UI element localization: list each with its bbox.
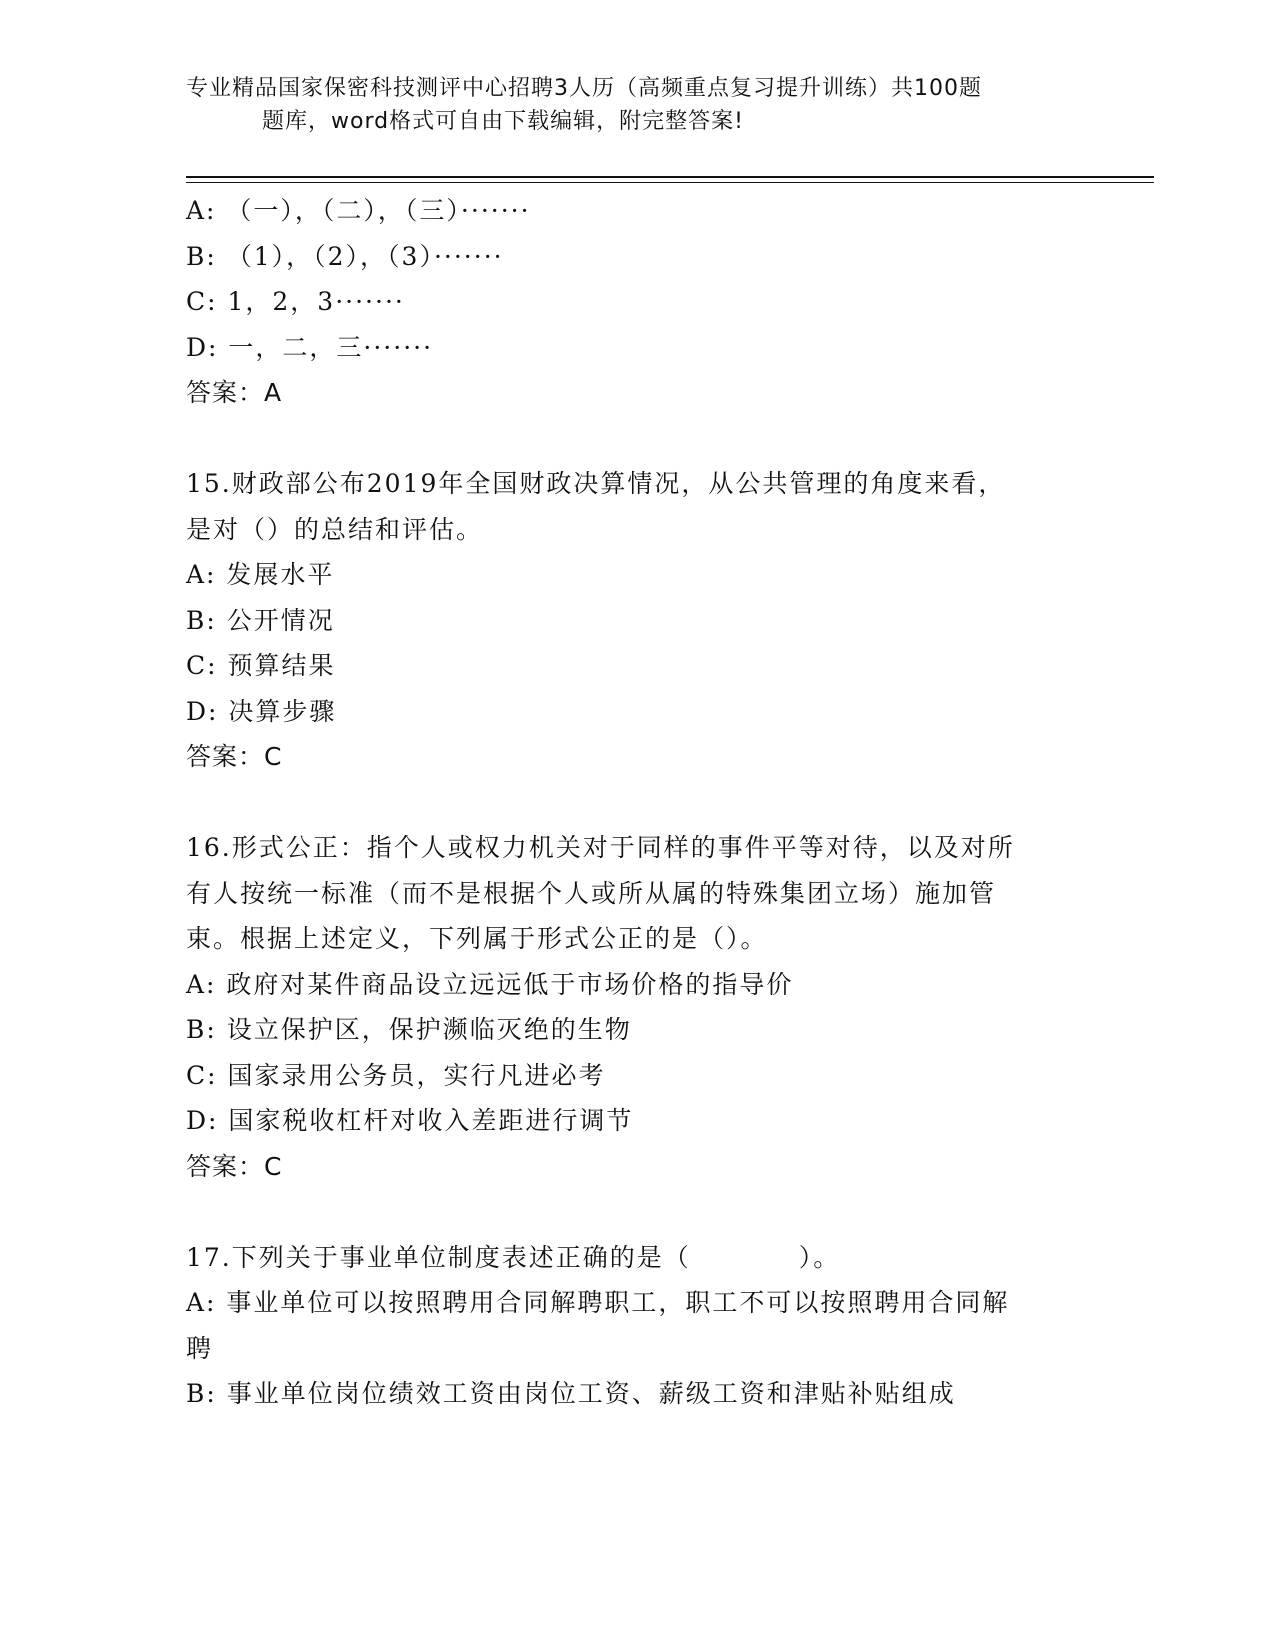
option-b: B: （1），（2），（3）······· [186, 241, 504, 271]
spacer [186, 416, 1086, 462]
spacer [186, 780, 1086, 826]
option-a: A: 发展水平 [186, 560, 335, 589]
question-text-line-3: 束。根据上述定义，下列属于形式公正的是（）。 [186, 924, 768, 953]
option-c: C: 预算结果 [186, 651, 336, 680]
option-a-line-1: A: 事业单位可以按照聘用合同解聘职工，职工不可以按照聘用合同解 [186, 1288, 1010, 1317]
question-text-line-2: 是对（）的总结和评估。 [186, 514, 484, 544]
header-title-line-1: 专业精品国家保密科技测评中心招聘3人历（高频重点复习提升训练）共100题 [186, 76, 982, 101]
question-text: 17.下列关于事业单位制度表述正确的是（ ）。 [186, 1242, 841, 1272]
option-a: A: 政府对某件商品设立远远低于市场价格的指导价 [186, 969, 794, 999]
option-d: D: 决算步骤 [186, 696, 337, 726]
answer-label: 答案：C [186, 742, 283, 771]
question-14 [186, 188, 1086, 416]
option-a: A: （一），（二），（三）······· [186, 196, 531, 225]
option-d: D: 国家税收杠杆对收入差距进行调节 [186, 1106, 634, 1135]
option-b: B: 事业单位岗位绩效工资由岗位工资、薪级工资和津贴补贴组成 [186, 1379, 956, 1408]
question-content [186, 188, 1086, 1417]
question-17 [186, 1235, 1086, 1417]
question-15 [186, 461, 1086, 780]
option-c: C: 1，2，3······· [186, 287, 405, 316]
spacer [186, 1189, 1086, 1235]
option-b: B: 设立保护区，保护濒临灭绝的生物 [186, 1015, 632, 1044]
header-divider-thin [186, 182, 1154, 183]
header-title-line-2: 题库，word格式可自由下载编辑，附完整答案! [262, 109, 744, 134]
answer-label: 答案：A [186, 378, 283, 407]
question-text-line-1: 15.财政部公布2019年全国财政决算情况，从公共管理的角度来看， [186, 469, 1006, 498]
question-text-line-1: 16.形式公正：指个人或权力机关对于同样的事件平等对待，以及对所 [186, 833, 1015, 862]
answer-label: 答案：C [186, 1151, 283, 1181]
option-d: D: 一，二，三······· [186, 332, 434, 362]
option-c: C: 国家录用公务员，实行凡进必考 [186, 1060, 606, 1090]
option-b: B: 公开情况 [186, 605, 335, 635]
question-text-line-2: 有人按统一标准（而不是根据个人或所从属的特殊集团立场）施加管 [186, 878, 997, 908]
question-16 [186, 825, 1086, 1189]
document-header [186, 72, 1066, 138]
option-a-line-2: 聘 [186, 1333, 214, 1363]
header-divider-thick [186, 176, 1154, 178]
